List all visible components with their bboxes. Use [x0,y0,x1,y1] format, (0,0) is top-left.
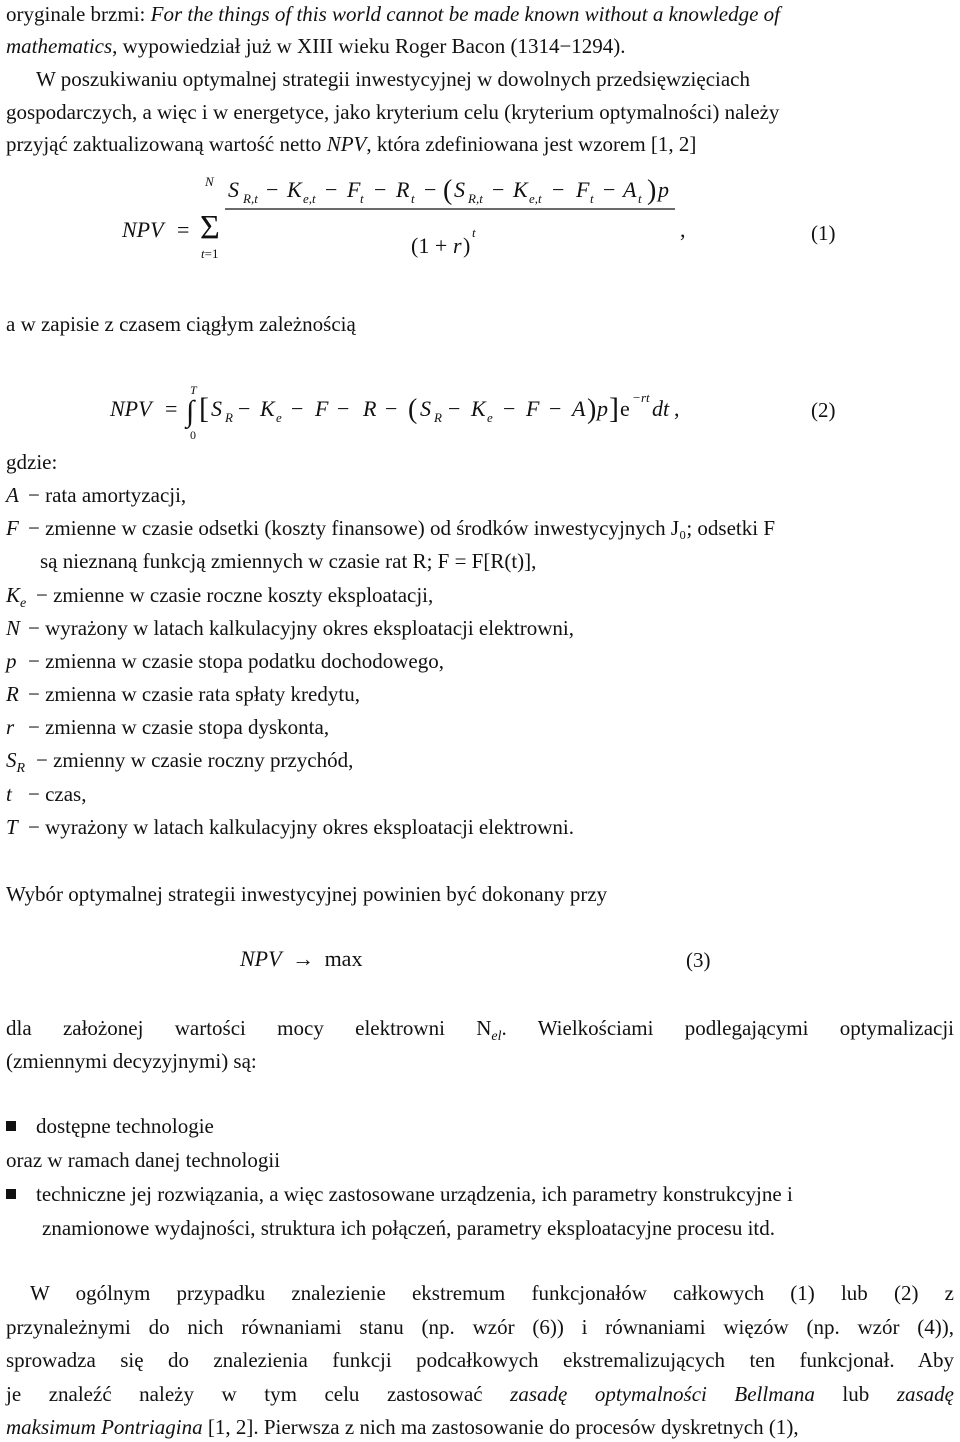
svg-text:−: − [385,396,398,421]
equation-3-number: (3) [686,948,711,972]
final-line-3: sprowadza się do znalezienia funkcji podcałkowych ekstremalizujących ten funkcjonał. Aby [6,1348,954,1372]
continuous-intro: a w zapisie z czasem ciągłym zależnością [6,312,356,336]
legend-heading: gdzie: [6,450,58,474]
intro-line-5: przyjąć zaktualizowaną wartość netto NPV, która zdefiniowana jest wzorem [1, 2] [6,132,697,156]
svg-text:−: − [325,177,338,202]
legend-description: zmienna w czasie stopa podatku dochodowego, [45,649,444,673]
svg-text:F: F [315,396,329,421]
svg-text:−: − [552,177,565,202]
equation-1-number: (1) [811,221,836,245]
svg-text:A: A [572,396,586,421]
svg-text:F: F [526,396,540,421]
legend-description: wyrażony w latach kalkulacyjny okres eksploatacji elektrowni, [45,616,574,640]
legend-symbol: t [6,782,12,806]
svg-text:e: e [620,396,630,421]
legend-row [6,746,353,783]
legend-row [6,713,329,741]
svg-text:e,t: e,t [303,191,316,206]
svg-text:K: K [287,177,302,202]
intro-line-4: gospodarczych, a więc i w energetyce, jako kryterium celu (kryterium optymalności) należy [6,100,780,124]
svg-text:R: R [396,177,410,202]
svg-text:A: A [623,177,637,202]
svg-text:0: 0 [190,428,196,442]
legend-dash: − [28,483,46,507]
svg-text:N: N [205,174,214,189]
svg-text:−: − [266,177,279,202]
svg-text:−: − [603,177,616,202]
legend-symbol: F [6,516,19,540]
legend-row [6,780,86,808]
svg-text:−: − [549,396,562,421]
legend-row [6,614,574,642]
legend-dash: − [28,616,46,640]
svg-text:[: [ [199,392,209,425]
legend-symbol: p [6,649,17,673]
legend-dash: − [28,715,46,739]
legend-dash: − [36,748,54,772]
svg-text:−: − [633,390,641,405]
legend-description: są nieznaną funkcją zmiennych w czasie rat R; F = F[R(t)], [40,549,537,573]
svg-text:t: t [472,225,476,240]
svg-text:S: S [211,396,222,421]
svg-text:e,t: e,t [529,191,542,206]
bullet-item-2-continuation: znamionowe wydajności, struktura ich połączeń, parametry eksploatacyjne procesu itd. [42,1216,775,1240]
svg-text:−: − [448,396,461,421]
final-line-4: je znaleźć należy w tym celu zastosować zasadę optymalności Bellmana lub zasadę [6,1382,954,1406]
svg-text:R,t: R,t [243,191,258,206]
arrow-icon: → [292,946,315,971]
svg-text:=: = [177,217,190,242]
legend-symbol: $K_e$ [6,583,27,612]
svg-text:(1 +: (1 + [411,233,448,258]
svg-text:t: t [590,191,594,206]
legend-symbol: $S_R$ [6,748,26,777]
legend-row [6,514,775,542]
svg-text:p: p [658,177,669,202]
svg-text:K: K [471,396,486,421]
svg-text:=: = [165,396,178,421]
svg-text:(: ( [408,394,418,425]
legend-symbol: N [6,616,21,640]
legend-description: zmienna w czasie rata spłaty kredytu, [45,682,360,706]
svg-text:t: t [411,191,415,206]
legend-row [6,481,186,509]
svg-text:r: r [453,233,462,258]
svg-text:F: F [576,177,590,202]
svg-text:): ) [647,175,657,206]
equation-3-formula: NPV → max [240,946,363,971]
svg-text:S: S [420,396,431,421]
legend-dash: − [36,583,54,607]
svg-text:F: F [347,177,361,202]
svg-text:R: R [225,410,233,425]
svg-text:t: t [638,191,642,206]
svg-text:(: ( [443,175,453,206]
legend-description: zmienna w czasie stopa dyskonta, [45,715,330,739]
svg-text:−: − [337,396,350,421]
bullet-item-1: dostępne technologie [6,1112,214,1140]
legend-dash: − [28,682,46,706]
legend-symbol: r [6,715,15,739]
bullet-intermediate: oraz w ramach danej technologii [6,1148,281,1172]
legend-dash: − [28,649,46,673]
svg-text:R: R [434,410,442,425]
svg-text:]: ] [609,392,619,425]
svg-text:t=1: t=1 [201,246,219,261]
square-bullet-icon [6,1189,16,1199]
legend-row [6,680,360,708]
svg-text:−: − [424,177,437,202]
svg-text:e: e [487,410,493,425]
legend-symbol: T [6,815,18,839]
intro-line-2: mathematics, wypowiedział już w XIII wieku Roger Bacon (1314−1294). [6,34,626,58]
legend-description: zmienny w czasie roczny przychód, [53,748,354,772]
svg-text:,: , [674,396,680,421]
svg-text:): ) [587,394,597,425]
choice-sentence: Wybór optymalnej strategii inwestycyjnej powinien być dokonany przy [6,882,608,906]
legend-row [6,813,574,841]
svg-text:p: p [597,396,608,421]
legend-dash: − [28,782,46,806]
svg-text:NPV: NPV [110,396,152,421]
decision-intro-line-1: dla założonej wartości mocy elektrowni $N_{el}$. Wielkościami podlegającymi optymalizacji [6,1016,954,1045]
svg-text:−: − [503,396,516,421]
legend-row [6,647,444,675]
svg-text:Σ: Σ [200,209,220,246]
svg-text:,: , [680,217,686,242]
square-bullet-icon [6,1121,16,1131]
svg-text:T: T [190,383,197,397]
final-line-5: maksimum Pontriagina [1, 2]. Pierwsza z nich ma zastosowanie do procesów dyskretnych (1), [6,1415,799,1439]
final-line-1: W ogólnym przypadku znalezienie ekstremum funkcjonałów całkowych (1) lub (2) z [30,1281,954,1305]
svg-text:NPV: NPV [122,217,164,242]
svg-text:rt: rt [641,390,650,405]
legend-row [6,581,433,618]
legend-description: zmienne w czasie odsetki (koszty finansowe) od środków inwestycyjnych J₀; odsetki F [45,516,776,540]
bullet-item-2: techniczne jej rozwiązania, a więc zastosowane urządzenia, ich parametry konstrukcyjne i [6,1180,793,1208]
svg-text:∫: ∫ [186,395,195,428]
legend-symbol: R [6,682,19,706]
svg-text:K: K [513,177,528,202]
intro-line-1: oryginale brzmi: For the things of this world cannot be made known without a knowledge of [6,2,780,26]
svg-text:t: t [360,191,364,206]
legend-row [40,547,536,575]
svg-text:K: K [260,396,275,421]
final-line-2: przynależnymi do nich równaniami stanu (np. wzór (6)) i równaniami więzów (np. wzór (4)), [6,1315,954,1339]
legend-symbol: A [6,483,19,507]
svg-text:S: S [228,177,239,202]
legend-dash: − [28,815,46,839]
svg-text:): ) [463,233,471,258]
legend-description: rata amortyzacji, [45,483,187,507]
decision-intro-line-2: (zmiennymi decyzyjnymi) są: [6,1049,257,1073]
legend-dash: − [28,516,46,540]
legend-description: zmienne w czasie roczne koszty eksploatacji, [53,583,434,607]
svg-text:−: − [291,396,304,421]
svg-text:−: − [238,396,251,421]
svg-text:−: − [374,177,387,202]
equation-2-number: (2) [811,398,836,422]
intro-line-3: W poszukiwaniu optymalnej strategii inwestycyjnej w dowolnych przedsięwzięciach [36,67,750,91]
svg-text:R: R [363,396,377,421]
legend-description: czas, [45,782,87,806]
svg-text:e: e [276,410,282,425]
legend-description: wyrażony w latach kalkulacyjny okres eksploatacji elektrowni. [45,815,574,839]
svg-text:−: − [492,177,505,202]
svg-text:S: S [454,177,465,202]
equation-1-formula [0,166,960,266]
svg-text:R,t: R,t [468,191,483,206]
svg-text:dt: dt [652,396,670,421]
